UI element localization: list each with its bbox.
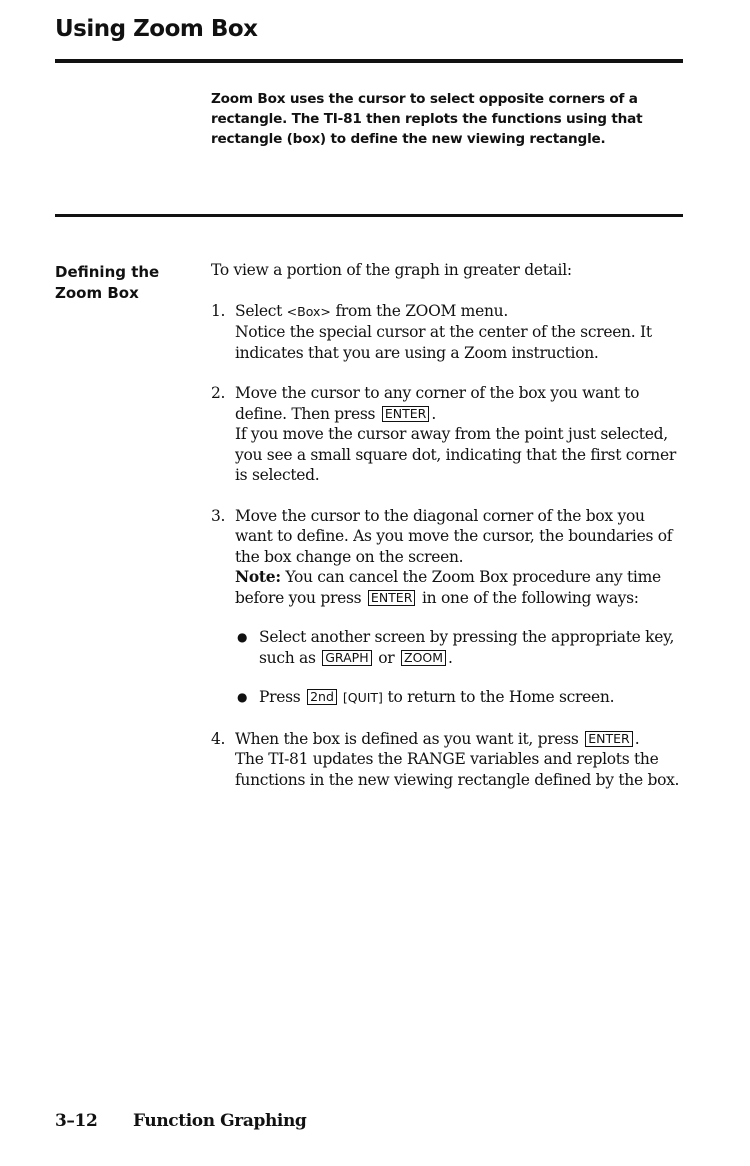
menu-item-box: <Box> xyxy=(286,303,331,319)
chapter-title: Function Graphing xyxy=(133,1111,307,1131)
step-text-part: . xyxy=(634,729,640,748)
step-number: 1. xyxy=(211,301,226,320)
bullet-text-part: or xyxy=(373,648,400,667)
bullet-text-part: Press xyxy=(259,688,306,706)
bullet-item xyxy=(235,687,683,709)
step-detail: Notice the special cursor at the center of the screen. It indicates that you are using a Zoom instruction. xyxy=(235,323,652,362)
bullet-item xyxy=(235,627,683,668)
step-text: Move the cursor to the diagonal corner of the box you want to define. As you move the cursor, the boundaries of the box change on the screen. xyxy=(235,506,673,566)
page-number: 3–12 xyxy=(55,1111,98,1131)
step-number: 3. xyxy=(211,506,226,525)
section-content xyxy=(211,260,683,790)
enter-key: ENTER xyxy=(382,406,429,422)
step-text xyxy=(235,301,683,323)
step-detail: The TI-81 updates the RANGE variables and replots the functions in the new viewing rectangle defined by the box. xyxy=(235,750,680,789)
step-1 xyxy=(211,301,683,364)
step-text-part: When the box is defined as you want it, press xyxy=(235,729,584,748)
page-title: Using Zoom Box xyxy=(55,16,258,42)
lead-text: To view a portion of the graph in greater detail: xyxy=(211,261,572,279)
step-text-part: Move the cursor to any corner of the box you want to define. Then press xyxy=(235,384,640,423)
bullet-text xyxy=(259,687,683,709)
bullet-text-part: Select another screen by pressing the appropriate key, such as xyxy=(259,628,675,667)
bullet-text-part: to return to the Home screen. xyxy=(382,688,615,706)
step-text-part: . xyxy=(431,404,436,423)
zoom-key: ZOOM xyxy=(401,650,446,666)
step-3 xyxy=(211,506,683,709)
graph-key: GRAPH xyxy=(322,650,371,666)
enter-key: ENTER xyxy=(368,590,415,606)
bullet-dot-icon: ● xyxy=(237,630,248,644)
step-number: 4. xyxy=(211,729,226,748)
step-text-part: Select xyxy=(235,301,287,320)
note-text-part: in one of the following ways: xyxy=(417,588,639,607)
quit-menu-item: [QUIT] xyxy=(338,690,383,705)
step-number: 2. xyxy=(211,384,226,402)
bullet-text xyxy=(259,627,683,668)
page-footer xyxy=(55,1111,306,1131)
step-detail: If you move the cursor away from the point just selected, you see a small square dot, indicating that the first corner is selected. xyxy=(235,425,676,484)
step-4 xyxy=(211,729,683,791)
section-heading: Defining the Zoom Box xyxy=(55,263,160,302)
note-text xyxy=(235,567,683,608)
enter-key: ENTER xyxy=(585,731,632,747)
top-divider xyxy=(55,59,683,63)
note-text-part: You can cancel the Zoom Box procedure any time before you press xyxy=(235,568,661,607)
step-text xyxy=(235,729,683,750)
bullet-dot-icon: ● xyxy=(237,690,248,704)
note-label: Note: xyxy=(235,567,281,586)
intro-paragraph: Zoom Box uses the cursor to select opposite corners of a rectangle. The TI-81 then replots the functions using that rectangle (box) to define the new viewing rectangle. xyxy=(211,91,643,147)
section-divider xyxy=(55,214,683,217)
step-2 xyxy=(211,383,683,486)
bullet-text-part: . xyxy=(448,648,453,667)
step-text-part: from the ZOOM menu. xyxy=(330,301,508,320)
second-key: 2nd xyxy=(307,689,337,705)
step-text xyxy=(235,383,683,424)
